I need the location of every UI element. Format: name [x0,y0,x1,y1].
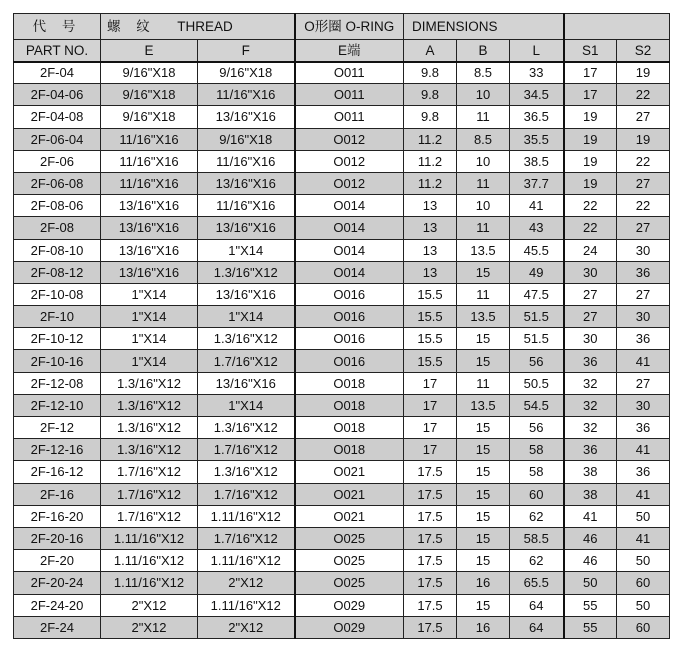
cell-part-no: 2F-16-20 [14,505,101,527]
table-row [14,439,670,461]
cell-thread-e: 2"X12 [101,594,198,616]
cell-s1: 55 [564,594,617,616]
header-code-cn: 代 号 [14,14,101,40]
cell-thread-e: 1.11/16"X12 [101,550,198,572]
cell-s2: 36 [617,461,670,483]
cell-dim-a: 13 [404,261,457,283]
header-s2: S2 [617,40,670,62]
cell-s1: 55 [564,616,617,638]
cell-oring: O012 [295,128,404,150]
cell-dim-l: 64 [510,616,564,638]
cell-dim-l: 64 [510,594,564,616]
cell-oring: O016 [295,328,404,350]
cell-dim-b: 15 [457,527,510,549]
cell-oring: O018 [295,394,404,416]
table-row [14,372,670,394]
cell-dim-l: 65.5 [510,572,564,594]
cell-thread-e: 1.3/16"X12 [101,394,198,416]
table-row [14,106,670,128]
cell-dim-b: 8.5 [457,128,510,150]
cell-dim-b: 15 [457,261,510,283]
table-body [14,14,670,639]
cell-oring: O016 [295,306,404,328]
cell-thread-e: 1"X14 [101,350,198,372]
cell-s2: 36 [617,261,670,283]
cell-thread-e: 11/16"X16 [101,150,198,172]
cell-s2: 41 [617,483,670,505]
cell-thread-e: 1.7/16"X12 [101,483,198,505]
cell-s1: 17 [564,62,617,84]
cell-s2: 50 [617,594,670,616]
cell-oring: O029 [295,594,404,616]
table-row [14,461,670,483]
cell-s1: 22 [564,217,617,239]
cell-thread-f: 13/16"X16 [198,217,295,239]
cell-thread-f: 1.7/16"X12 [198,439,295,461]
cell-dim-a: 13 [404,217,457,239]
cell-oring: O018 [295,439,404,461]
cell-dim-a: 13 [404,239,457,261]
cell-dim-b: 11 [457,172,510,194]
cell-thread-f: 11/16"X16 [198,150,295,172]
cell-oring: O021 [295,505,404,527]
cell-dim-l: 37.7 [510,172,564,194]
cell-thread-e: 9/16"X18 [101,106,198,128]
cell-part-no: 2F-10 [14,306,101,328]
cell-dim-l: 62 [510,505,564,527]
table-row [14,261,670,283]
cell-dim-a: 17.5 [404,461,457,483]
cell-part-no: 2F-04-08 [14,106,101,128]
cell-dim-l: 38.5 [510,150,564,172]
header-l: L [510,40,564,62]
cell-s2: 27 [617,217,670,239]
cell-oring: O012 [295,172,404,194]
cell-s2: 50 [617,505,670,527]
cell-s1: 30 [564,328,617,350]
cell-thread-f: 1"X14 [198,306,295,328]
cell-dim-b: 10 [457,84,510,106]
cell-dim-a: 15.5 [404,306,457,328]
cell-part-no: 2F-20 [14,550,101,572]
table-row [14,616,670,638]
header-s1: S1 [564,40,617,62]
table-row [14,306,670,328]
table-row [14,239,670,261]
cell-dim-a: 17.5 [404,594,457,616]
cell-part-no: 2F-20-16 [14,527,101,549]
cell-oring: O014 [295,195,404,217]
cell-thread-f: 13/16"X16 [198,283,295,305]
header-part-no: PART NO. [14,40,101,62]
cell-s2: 19 [617,62,670,84]
cell-part-no: 2F-20-24 [14,572,101,594]
cell-s2: 19 [617,128,670,150]
table-row [14,84,670,106]
cell-dim-b: 16 [457,572,510,594]
cell-oring: O021 [295,483,404,505]
cell-oring: O021 [295,461,404,483]
cell-part-no: 2F-04 [14,62,101,84]
cell-dim-a: 17 [404,439,457,461]
header-thread-group [101,14,295,40]
header-e: E [101,40,198,62]
cell-thread-e: 11/16"X16 [101,172,198,194]
cell-thread-f: 1.3/16"X12 [198,461,295,483]
cell-dim-b: 10 [457,195,510,217]
cell-part-no: 2F-08-10 [14,239,101,261]
cell-s1: 46 [564,527,617,549]
cell-s1: 32 [564,394,617,416]
cell-s2: 27 [617,283,670,305]
cell-dim-a: 17 [404,394,457,416]
cell-dim-b: 13.5 [457,394,510,416]
table-row [14,217,670,239]
cell-oring: O011 [295,62,404,84]
table-row [14,417,670,439]
cell-thread-f: 13/16"X16 [198,372,295,394]
header-row-columns [14,40,670,62]
cell-thread-e: 9/16"X18 [101,62,198,84]
cell-thread-e: 13/16"X16 [101,217,198,239]
cell-dim-a: 17.5 [404,550,457,572]
cell-s1: 17 [564,84,617,106]
cell-s2: 36 [617,328,670,350]
cell-s1: 32 [564,417,617,439]
cell-part-no: 2F-06 [14,150,101,172]
specification-table [13,13,670,639]
cell-dim-l: 62 [510,550,564,572]
cell-part-no: 2F-24-20 [14,594,101,616]
cell-part-no: 2F-10-08 [14,283,101,305]
cell-s2: 41 [617,439,670,461]
cell-thread-f: 1.11/16"X12 [198,550,295,572]
cell-thread-f: 1.11/16"X12 [198,594,295,616]
cell-s2: 22 [617,84,670,106]
cell-thread-f: 2"X12 [198,572,295,594]
cell-dim-b: 8.5 [457,62,510,84]
cell-dim-b: 13.5 [457,306,510,328]
cell-dim-a: 17.5 [404,483,457,505]
cell-dim-a: 17.5 [404,527,457,549]
table-row [14,505,670,527]
cell-dim-b: 11 [457,106,510,128]
cell-dim-b: 11 [457,283,510,305]
cell-s1: 19 [564,106,617,128]
cell-dim-b: 11 [457,372,510,394]
cell-dim-l: 43 [510,217,564,239]
cell-s2: 22 [617,150,670,172]
cell-part-no: 2F-16-12 [14,461,101,483]
cell-dim-a: 17.5 [404,505,457,527]
cell-dim-l: 33 [510,62,564,84]
table-row [14,195,670,217]
cell-dim-a: 9.8 [404,84,457,106]
cell-s1: 36 [564,439,617,461]
table-row [14,572,670,594]
table-row [14,483,670,505]
cell-dim-l: 56 [510,350,564,372]
cell-dim-a: 11.2 [404,150,457,172]
cell-dim-b: 15 [457,594,510,616]
cell-thread-e: 1.7/16"X12 [101,505,198,527]
table-row [14,128,670,150]
cell-thread-e: 1.3/16"X12 [101,372,198,394]
cell-thread-f: 1"X14 [198,394,295,416]
cell-s2: 60 [617,616,670,638]
cell-dim-b: 15 [457,439,510,461]
cell-thread-e: 1"X14 [101,328,198,350]
cell-dim-b: 13.5 [457,239,510,261]
cell-oring: O025 [295,527,404,549]
cell-dim-b: 15 [457,505,510,527]
cell-oring: O014 [295,261,404,283]
cell-dim-b: 15 [457,350,510,372]
table-row [14,594,670,616]
cell-dim-b: 10 [457,150,510,172]
cell-dim-a: 17.5 [404,616,457,638]
cell-oring: O012 [295,150,404,172]
cell-oring: O025 [295,572,404,594]
cell-oring: O011 [295,106,404,128]
cell-thread-e: 1.11/16"X12 [101,527,198,549]
cell-s2: 30 [617,239,670,261]
cell-oring: O029 [295,616,404,638]
cell-part-no: 2F-12-10 [14,394,101,416]
cell-part-no: 2F-08-12 [14,261,101,283]
cell-thread-f: 1.3/16"X12 [198,261,295,283]
cell-thread-e: 1.3/16"X12 [101,417,198,439]
cell-dim-b: 11 [457,217,510,239]
cell-dim-l: 58.5 [510,527,564,549]
cell-part-no: 2F-12-16 [14,439,101,461]
cell-s1: 27 [564,283,617,305]
cell-oring: O025 [295,550,404,572]
cell-s1: 22 [564,195,617,217]
cell-s1: 19 [564,150,617,172]
cell-thread-f: 13/16"X16 [198,172,295,194]
cell-thread-e: 1.7/16"X12 [101,461,198,483]
cell-dim-a: 13 [404,195,457,217]
table-row [14,283,670,305]
cell-dim-a: 9.8 [404,106,457,128]
cell-part-no: 2F-10-16 [14,350,101,372]
cell-dim-l: 54.5 [510,394,564,416]
cell-dim-b: 15 [457,328,510,350]
cell-thread-e: 1.11/16"X12 [101,572,198,594]
cell-s1: 19 [564,128,617,150]
cell-dim-l: 41 [510,195,564,217]
cell-oring: O018 [295,372,404,394]
cell-s2: 36 [617,417,670,439]
cell-s2: 41 [617,350,670,372]
cell-s1: 46 [564,550,617,572]
cell-oring: O011 [295,84,404,106]
cell-dim-a: 11.2 [404,128,457,150]
cell-s1: 30 [564,261,617,283]
cell-s2: 60 [617,572,670,594]
cell-thread-f: 1.3/16"X12 [198,417,295,439]
cell-dim-a: 15.5 [404,283,457,305]
cell-dim-a: 17 [404,417,457,439]
cell-part-no: 2F-12-08 [14,372,101,394]
cell-dim-l: 49 [510,261,564,283]
cell-dim-l: 51.5 [510,306,564,328]
cell-thread-e: 9/16"X18 [101,84,198,106]
table-row [14,328,670,350]
cell-s1: 36 [564,350,617,372]
cell-s2: 41 [617,527,670,549]
cell-s1: 38 [564,483,617,505]
cell-s1: 19 [564,172,617,194]
cell-oring: O016 [295,350,404,372]
cell-thread-e: 13/16"X16 [101,261,198,283]
header-thread-cn: 螺 纹 [107,18,156,34]
cell-part-no: 2F-08-06 [14,195,101,217]
cell-thread-f: 1.7/16"X12 [198,350,295,372]
header-f: F [198,40,295,62]
table-row [14,550,670,572]
cell-thread-e: 1"X14 [101,306,198,328]
cell-dim-l: 60 [510,483,564,505]
cell-thread-e: 13/16"X16 [101,195,198,217]
header-a: A [404,40,457,62]
cell-s2: 27 [617,172,670,194]
cell-part-no: 2F-08 [14,217,101,239]
cell-dim-b: 16 [457,616,510,638]
table-row [14,62,670,84]
cell-thread-f: 1.3/16"X12 [198,328,295,350]
cell-s2: 22 [617,195,670,217]
cell-thread-f: 13/16"X16 [198,106,295,128]
header-oring-e: E端 [295,40,404,62]
cell-dim-b: 15 [457,483,510,505]
cell-s1: 50 [564,572,617,594]
cell-thread-e: 13/16"X16 [101,239,198,261]
cell-part-no: 2F-24 [14,616,101,638]
cell-dim-l: 56 [510,417,564,439]
cell-part-no: 2F-06-04 [14,128,101,150]
cell-part-no: 2F-04-06 [14,84,101,106]
table-row [14,527,670,549]
cell-s1: 24 [564,239,617,261]
cell-thread-f: 1.11/16"X12 [198,505,295,527]
cell-s1: 41 [564,505,617,527]
table-row [14,172,670,194]
cell-oring: O014 [295,239,404,261]
cell-s2: 30 [617,394,670,416]
cell-dim-a: 15.5 [404,328,457,350]
cell-dim-l: 45.5 [510,239,564,261]
cell-s2: 30 [617,306,670,328]
table-row [14,350,670,372]
cell-thread-f: 11/16"X16 [198,84,295,106]
cell-s1: 38 [564,461,617,483]
cell-dim-l: 36.5 [510,106,564,128]
cell-thread-f: 9/16"X18 [198,62,295,84]
cell-dim-a: 15.5 [404,350,457,372]
cell-oring: O014 [295,217,404,239]
cell-thread-f: 11/16"X16 [198,195,295,217]
cell-thread-e: 11/16"X16 [101,128,198,150]
cell-part-no: 2F-06-08 [14,172,101,194]
cell-dim-a: 17.5 [404,572,457,594]
cell-part-no: 2F-12 [14,417,101,439]
cell-dim-l: 35.5 [510,128,564,150]
cell-part-no: 2F-16 [14,483,101,505]
cell-dim-l: 47.5 [510,283,564,305]
cell-thread-f: 1.7/16"X12 [198,527,295,549]
cell-s2: 50 [617,550,670,572]
header-b: B [457,40,510,62]
cell-dim-b: 15 [457,461,510,483]
cell-thread-f: 2"X12 [198,616,295,638]
cell-dim-a: 17 [404,372,457,394]
cell-s1: 32 [564,372,617,394]
header-dimensions-group: DIMENSIONS [404,14,564,40]
header-row-groups [14,14,670,40]
cell-part-no: 2F-10-12 [14,328,101,350]
cell-s2: 27 [617,106,670,128]
table-row [14,394,670,416]
cell-thread-e: 1.3/16"X12 [101,439,198,461]
cell-dim-a: 9.8 [404,62,457,84]
cell-dim-a: 11.2 [404,172,457,194]
header-thread-en: THREAD [177,18,233,34]
cell-thread-e: 2"X12 [101,616,198,638]
cell-dim-b: 15 [457,417,510,439]
cell-s1: 27 [564,306,617,328]
cell-dim-l: 51.5 [510,328,564,350]
header-spanner-group [564,14,670,40]
cell-dim-l: 58 [510,439,564,461]
cell-oring: O016 [295,283,404,305]
header-oring-group: O形圈 O-RING [295,14,404,40]
cell-s2: 27 [617,372,670,394]
table-row [14,150,670,172]
cell-thread-e: 1"X14 [101,283,198,305]
cell-dim-l: 34.5 [510,84,564,106]
cell-thread-f: 1.7/16"X12 [198,483,295,505]
cell-dim-l: 50.5 [510,372,564,394]
cell-thread-f: 1"X14 [198,239,295,261]
cell-dim-b: 15 [457,550,510,572]
cell-dim-l: 58 [510,461,564,483]
cell-oring: O018 [295,417,404,439]
cell-thread-f: 9/16"X18 [198,128,295,150]
